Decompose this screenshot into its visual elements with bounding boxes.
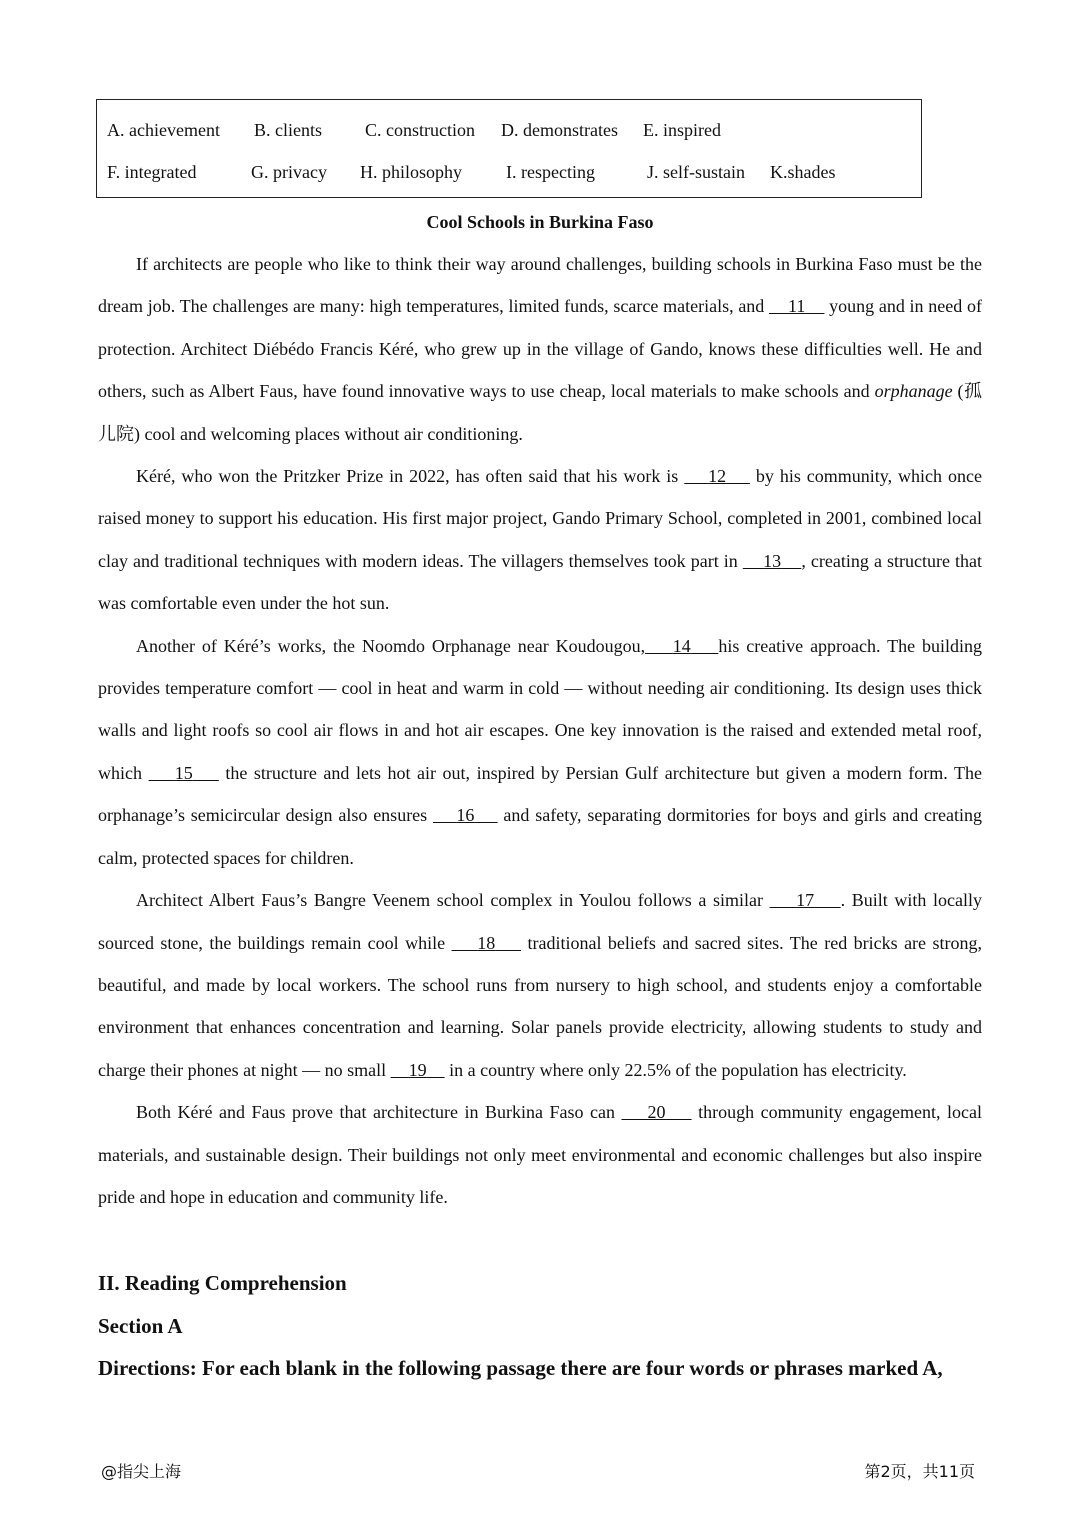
- section-heading: II. Reading Comprehension: [98, 1271, 347, 1295]
- option-c: C. construction: [365, 120, 475, 140]
- option-i: I. respecting: [506, 162, 595, 182]
- blank-20: 20: [647, 1102, 666, 1123]
- word-bank-box: [96, 99, 922, 198]
- blank-15: 15: [174, 762, 193, 783]
- blank-13: 13: [763, 550, 782, 571]
- option-b: B. clients: [254, 120, 322, 140]
- section-subheading: Section A: [98, 1314, 183, 1338]
- footer-page-number: 第2页，共11页: [864, 1462, 975, 1481]
- directions-text: Directions: For each blank in the following passage there are four words or phrases marked A,: [98, 1356, 943, 1380]
- paragraph-2: Kéré, who won the Pritzker Prize in 2022, has often said that his work is 12 by his community, which once raised money to support his education. His first major project, Gando Primary School, completed in 2001, combined local clay and traditional techniques with modern ideas. The villagers themselves took part in 13 , creating a structure that was comfortable even under the hot sun.: [98, 466, 983, 614]
- option-f: F. integrated: [107, 162, 197, 182]
- paragraph-3: Another of Kéré’s works, the Noomdo Orphanage near Koudougou, 14 his creative approach. The building provides temperature comfort — cool in heat and warm in cold — without needing air conditioning. Its design uses thick walls and light roofs so cool air flows in and hot air escapes. One key innovation is the raised and extended metal roof, which 15 the structure and lets hot air out, inspired by Persian Gulf architecture but given a modern form. The orphanage’s semicircular design also ensures 16 and safety, separating dormitories for boys and girls and creating calm, protected spaces for children.: [98, 635, 983, 868]
- option-d: D. demonstrates: [501, 120, 618, 140]
- footer-brand: @指尖上海: [101, 1462, 182, 1481]
- blank-12: 12: [708, 466, 727, 487]
- option-g: G. privacy: [251, 162, 327, 182]
- paragraph-5: Both Kéré and Faus prove that architecture in Burkina Faso can 20 through community engagement, local materials, and sustainable design. Their buildings not only meet environmental and economic challenges but also inspire pride and hope in education and community life.: [98, 1102, 983, 1207]
- blank-18: 18: [477, 932, 496, 953]
- blank-19: 19: [408, 1059, 427, 1080]
- blank-11: 11: [788, 296, 806, 317]
- blank-17: 17: [796, 890, 815, 911]
- paragraph-1: If architects are people who like to think their way around challenges, building schools in Burkina Faso must be the dream job. The challenges are many: high temperatures, limited funds, scarce materials, and 11 young and in need of protection. Architect Diébédo Francis Kéré, who grew up in the village of Gando, knows these difficulties well. He and others, such as Albert Faus, have found innovative ways to use cheap, local materials to make schools and orphanage (孤儿院) cool and welcoming places without air conditioning.: [98, 254, 983, 444]
- option-a: A. achievement: [107, 120, 220, 140]
- passage-body: [98, 243, 982, 1218]
- option-e: E. inspired: [643, 120, 721, 140]
- blank-16: 16: [456, 805, 475, 826]
- paragraph-4: Architect Albert Faus’s Bangre Veenem school complex in Youlou follows a similar 17 . Built with locally sourced stone, the buildings remain cool while 18 traditional beliefs and sacred sites. The red bricks are strong, beautiful, and made by local workers. The school runs from nursery to high school, and students enjoy a comfortable environment that enhances concentration and learning. Solar panels provide electricity, allowing students to study and charge their phones at night — no small 19 in a country where only 22.5% of the population has electricity.: [98, 890, 983, 1080]
- passage-title: Cool Schools in Burkina Faso: [426, 212, 654, 232]
- option-k: K.shades: [770, 162, 836, 182]
- blank-14: 14: [672, 635, 691, 656]
- option-j: J. self-sustain: [647, 162, 745, 182]
- option-h: H. philosophy: [360, 162, 463, 182]
